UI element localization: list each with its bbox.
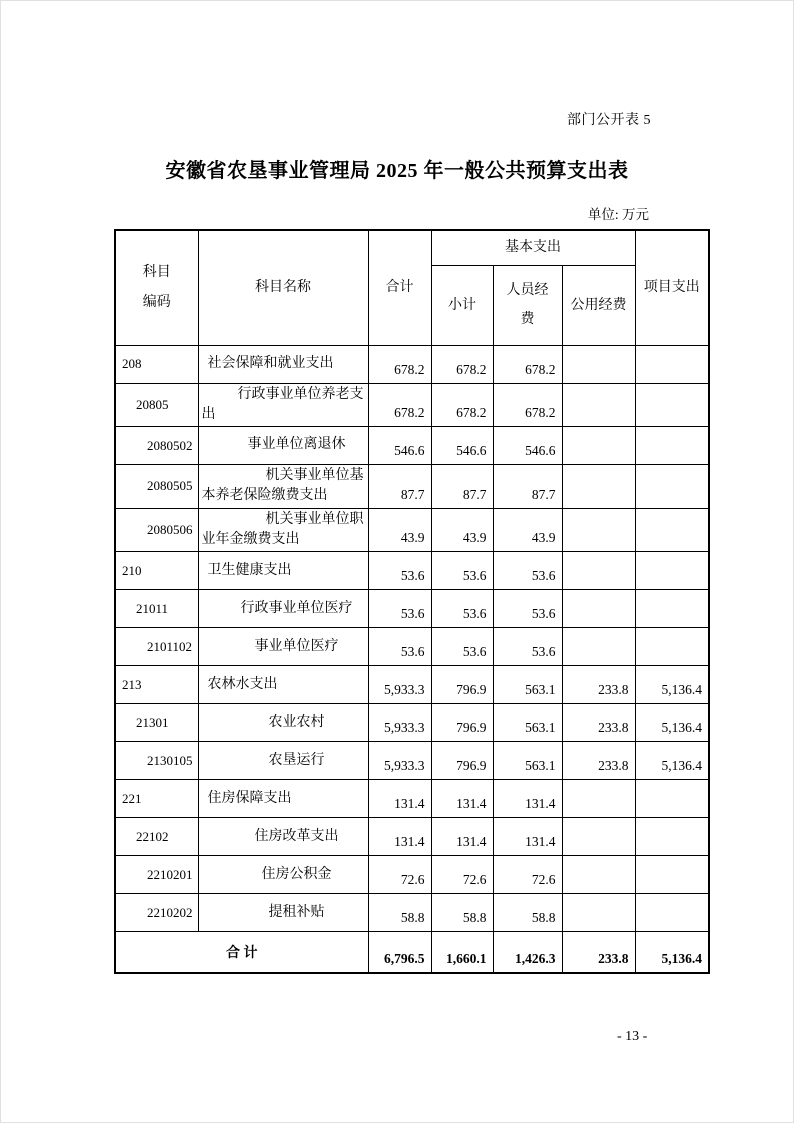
project-cell: 5,136.4	[635, 742, 709, 780]
personnel-cell: 87.7	[493, 465, 562, 509]
code-cell: 2080502	[115, 427, 198, 465]
name-cell: 住房保障支出	[198, 780, 368, 818]
name-cell: 农业农村	[198, 704, 368, 742]
public-cell	[562, 508, 635, 552]
personnel-cell: 72.6	[493, 856, 562, 894]
total-sum-cell: 6,796.5	[368, 932, 431, 973]
header-subject-code	[115, 230, 198, 345]
personnel-cell: 563.1	[493, 666, 562, 704]
public-cell: 233.8	[562, 666, 635, 704]
code-cell: 22102	[115, 818, 198, 856]
code-cell: 2210201	[115, 856, 198, 894]
project-cell	[635, 552, 709, 590]
table-row	[115, 704, 709, 742]
code-cell: 2080505	[115, 465, 198, 509]
public-cell	[562, 383, 635, 427]
total-cell: 58.8	[368, 894, 431, 932]
total-label-cell: 合 计	[115, 932, 368, 973]
total-cell: 678.2	[368, 345, 431, 383]
total-cell: 5,933.3	[368, 742, 431, 780]
project-cell	[635, 465, 709, 509]
table-row	[115, 427, 709, 465]
code-cell: 213	[115, 666, 198, 704]
project-cell	[635, 508, 709, 552]
code-cell: 2130105	[115, 742, 198, 780]
name-cell: 农林水支出	[198, 666, 368, 704]
project-cell	[635, 345, 709, 383]
table-row	[115, 465, 709, 509]
total-cell: 53.6	[368, 552, 431, 590]
public-cell	[562, 552, 635, 590]
header-personnel-funds	[493, 265, 562, 345]
table-row	[115, 383, 709, 427]
subtotal-cell: 87.7	[431, 465, 493, 509]
subtotal-cell: 53.6	[431, 628, 493, 666]
project-cell	[635, 383, 709, 427]
subtotal-cell: 53.6	[431, 590, 493, 628]
table-body	[115, 345, 709, 932]
name-cell: 社会保障和就业支出	[198, 345, 368, 383]
table-row	[115, 780, 709, 818]
personnel-cell: 43.9	[493, 508, 562, 552]
total-cell: 131.4	[368, 780, 431, 818]
public-cell	[562, 465, 635, 509]
table-row	[115, 345, 709, 383]
header-project-expenditure: 项目支出	[635, 230, 709, 345]
total-cell: 678.2	[368, 383, 431, 427]
unit-label: 单位: 万元	[587, 207, 649, 222]
code-cell: 210	[115, 552, 198, 590]
total-cell: 5,933.3	[368, 666, 431, 704]
header-total: 合计	[368, 230, 431, 345]
code-cell: 2101102	[115, 628, 198, 666]
project-cell	[635, 590, 709, 628]
code-cell: 20805	[115, 383, 198, 427]
table-row	[115, 742, 709, 780]
personnel-cell: 58.8	[493, 894, 562, 932]
total-public-cell: 233.8	[562, 932, 635, 973]
project-cell	[635, 427, 709, 465]
name-cell: 提租补贴	[198, 894, 368, 932]
header-basic-expenditure: 基本支出	[431, 230, 635, 265]
project-cell	[635, 818, 709, 856]
table-header	[115, 230, 709, 345]
project-cell: 5,136.4	[635, 666, 709, 704]
table-row	[115, 508, 709, 552]
total-cell: 43.9	[368, 508, 431, 552]
subtotal-cell: 58.8	[431, 894, 493, 932]
name-cell: 住房改革支出	[198, 818, 368, 856]
subtotal-cell: 43.9	[431, 508, 493, 552]
personnel-cell: 678.2	[493, 383, 562, 427]
total-row	[115, 932, 709, 973]
name-cell: 行政事业单位医疗	[198, 590, 368, 628]
public-cell: 233.8	[562, 704, 635, 742]
personnel-cell: 563.1	[493, 742, 562, 780]
table-row	[115, 894, 709, 932]
table-row	[115, 856, 709, 894]
name-cell: 事业单位离退休	[198, 427, 368, 465]
subtotal-cell: 53.6	[431, 552, 493, 590]
subtotal-cell: 131.4	[431, 780, 493, 818]
table-row	[115, 818, 709, 856]
personnel-cell: 563.1	[493, 704, 562, 742]
total-cell: 131.4	[368, 818, 431, 856]
page-number: - 13 -	[617, 1029, 648, 1044]
header-row-top	[115, 230, 709, 265]
subtotal-cell: 796.9	[431, 666, 493, 704]
header-subtotal: 小计	[431, 265, 493, 345]
project-cell	[635, 780, 709, 818]
project-cell	[635, 894, 709, 932]
subtotal-cell: 131.4	[431, 818, 493, 856]
table-row	[115, 590, 709, 628]
personnel-cell: 546.6	[493, 427, 562, 465]
corner-label: 部门公开表 5	[567, 113, 651, 128]
public-cell	[562, 856, 635, 894]
public-cell	[562, 590, 635, 628]
subtotal-cell: 796.9	[431, 704, 493, 742]
subtotal-cell: 678.2	[431, 345, 493, 383]
name-cell: 机关事业单位基本养老保险缴费支出	[198, 465, 368, 509]
code-cell: 221	[115, 780, 198, 818]
public-cell	[562, 427, 635, 465]
project-cell: 5,136.4	[635, 704, 709, 742]
budget-table	[114, 229, 710, 974]
personnel-cell: 131.4	[493, 818, 562, 856]
public-cell	[562, 894, 635, 932]
code-cell: 21301	[115, 704, 198, 742]
total-cell: 72.6	[368, 856, 431, 894]
header-public-funds: 公用经费	[562, 265, 635, 345]
table-row	[115, 552, 709, 590]
total-subtotal-cell: 1,660.1	[431, 932, 493, 973]
name-cell: 卫生健康支出	[198, 552, 368, 590]
name-cell: 农垦运行	[198, 742, 368, 780]
project-cell	[635, 628, 709, 666]
name-cell: 住房公积金	[198, 856, 368, 894]
total-cell: 53.6	[368, 628, 431, 666]
table-footer	[115, 932, 709, 973]
total-personnel-cell: 1,426.3	[493, 932, 562, 973]
subtotal-cell: 72.6	[431, 856, 493, 894]
personnel-cell: 53.6	[493, 628, 562, 666]
total-cell: 546.6	[368, 427, 431, 465]
subtotal-cell: 546.6	[431, 427, 493, 465]
subtotal-cell: 678.2	[431, 383, 493, 427]
table-row	[115, 666, 709, 704]
total-cell: 87.7	[368, 465, 431, 509]
name-cell: 行政事业单位养老支出	[198, 383, 368, 427]
public-cell	[562, 818, 635, 856]
project-cell	[635, 856, 709, 894]
public-cell	[562, 780, 635, 818]
total-cell: 5,933.3	[368, 704, 431, 742]
personnel-cell: 131.4	[493, 780, 562, 818]
code-cell: 2080506	[115, 508, 198, 552]
total-project-cell: 5,136.4	[635, 932, 709, 973]
subtotal-cell: 796.9	[431, 742, 493, 780]
name-cell: 机关事业单位职业年金缴费支出	[198, 508, 368, 552]
personnel-cell: 678.2	[493, 345, 562, 383]
page-title: 安徽省农垦事业管理局 2025 年一般公共预算支出表	[165, 160, 629, 182]
personnel-cell: 53.6	[493, 552, 562, 590]
code-cell: 208	[115, 345, 198, 383]
code-cell: 2210202	[115, 894, 198, 932]
code-cell: 21011	[115, 590, 198, 628]
name-cell: 事业单位医疗	[198, 628, 368, 666]
public-cell	[562, 628, 635, 666]
header-personnel-funds-text: 人员经费	[506, 282, 549, 327]
header-subject-name: 科目名称	[198, 230, 368, 345]
header-subject-code-text: 科目编码	[142, 265, 171, 310]
public-cell: 233.8	[562, 742, 635, 780]
public-cell	[562, 345, 635, 383]
total-cell: 53.6	[368, 590, 431, 628]
personnel-cell: 53.6	[493, 590, 562, 628]
table-row	[115, 628, 709, 666]
